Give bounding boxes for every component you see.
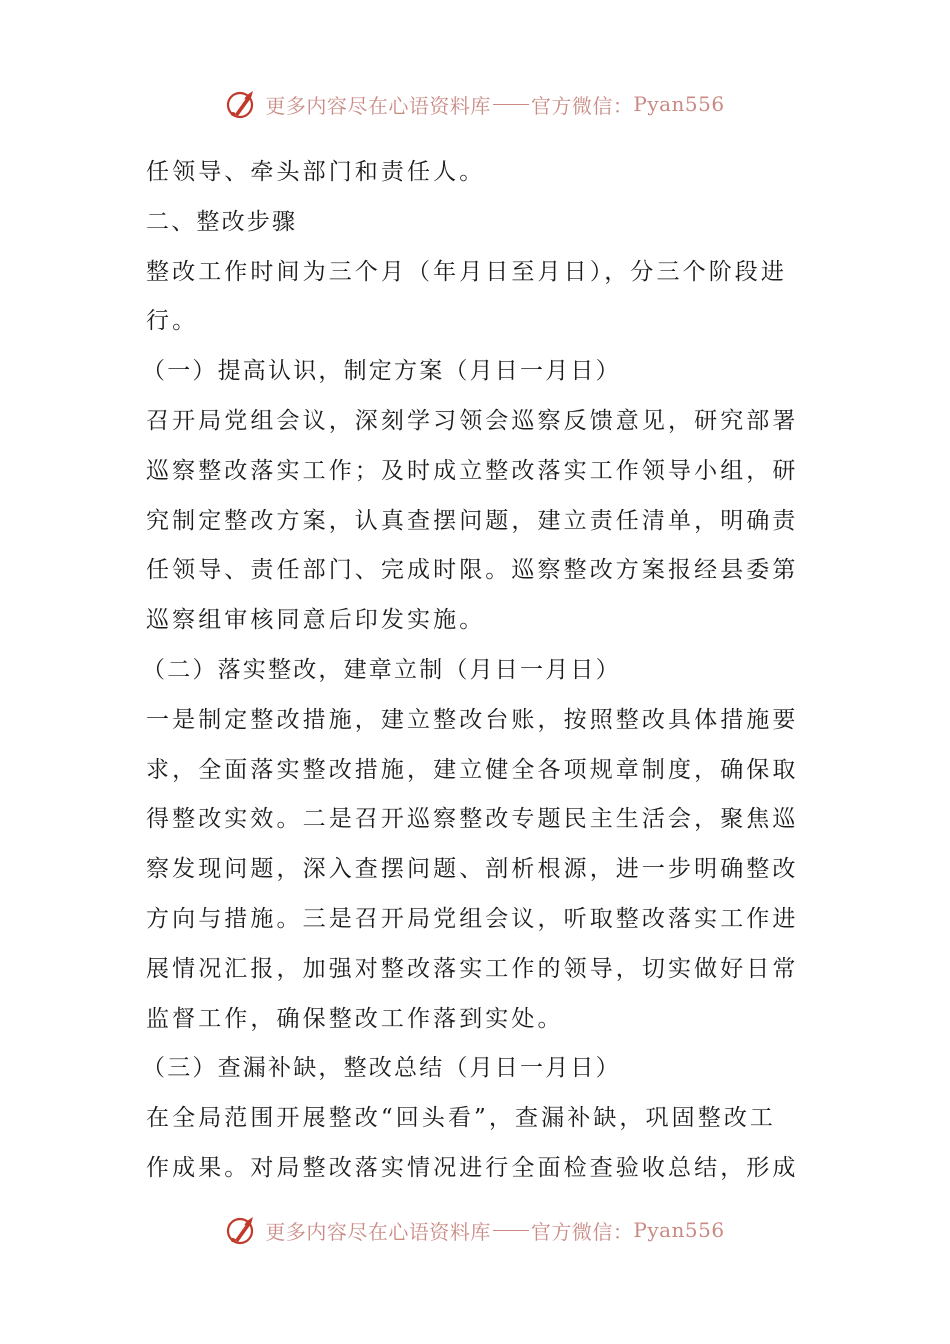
pen-nib-logo-icon <box>225 1213 259 1247</box>
pen-nib-logo-icon <box>225 87 259 121</box>
body-line: 一是制定整改措施，建立整改台账，按照整改具体措施要 <box>146 706 799 733</box>
watermark-text-official: 官方微信： <box>530 93 634 118</box>
body-line: 求，全面落实整改措施，建立健全各项规章制度，确保取 <box>146 756 799 783</box>
body-line: 在全局范围开展整改“回头看”，查漏补缺，巩固整改工 <box>146 1105 777 1132</box>
body-line: 察发现问题，深入查摆问题、剖析根源，进一步明确整改 <box>146 856 799 883</box>
watermark-text-id: Pyan556 <box>633 92 725 116</box>
subsection-heading-2: （二）落实整改，建章立制（月日一月日） <box>142 656 621 683</box>
header-watermark <box>0 84 950 124</box>
body-line: 任领导、牵头部门和责任人。 <box>146 159 486 185</box>
watermark-text-id: Pyan556 <box>633 1218 725 1242</box>
body-line: 方向与措施。三是召开局党组会议，听取整改落实工作进 <box>146 905 799 932</box>
subsection-heading-3: （三）查漏补缺，整改总结（月日一月日） <box>142 1055 621 1082</box>
subsection-heading-1: （一）提高认识，制定方案（月日一月日） <box>142 358 621 385</box>
document-body <box>142 148 806 1194</box>
watermark-separator <box>493 1230 529 1231</box>
body-line: 得整改实效。二是召开巡察整改专题民主生活会，聚焦巡 <box>146 806 799 833</box>
watermark-text-main: 更多内容尽在心语资料库 <box>265 93 491 118</box>
footer-watermark <box>0 1210 950 1250</box>
body-line: 行。 <box>146 308 199 335</box>
watermark-separator <box>493 104 529 105</box>
body-line: 整改工作时间为三个月（年月日至月日），分三个阶段进 <box>146 258 787 285</box>
body-line: 监督工作，确保整改工作落到实处。 <box>146 1005 564 1032</box>
watermark-text-official: 官方微信： <box>530 1219 634 1244</box>
body-line: 召开局党组会议，深刻学习领会巡察反馈意见，研究部署 <box>146 407 799 434</box>
body-line: 究制定整改方案，认真查摆问题，建立责任清单，明确责 <box>146 507 799 534</box>
body-line: 展情况汇报，加强对整改落实工作的领导，切实做好日常 <box>146 955 799 982</box>
body-line: 作成果。对局整改落实情况进行全面检查验收总结，形成 <box>146 1154 799 1181</box>
body-line: 任领导、责任部门、完成时限。巡察整改方案报经县委第 <box>146 557 799 584</box>
watermark-text-main: 更多内容尽在心语资料库 <box>265 1219 491 1244</box>
body-line: 巡察整改落实工作；及时成立整改落实工作领导小组，研 <box>146 457 799 484</box>
body-line: 巡察组审核同意后印发实施。 <box>146 607 486 634</box>
section-heading: 二、整改步骤 <box>146 208 298 235</box>
